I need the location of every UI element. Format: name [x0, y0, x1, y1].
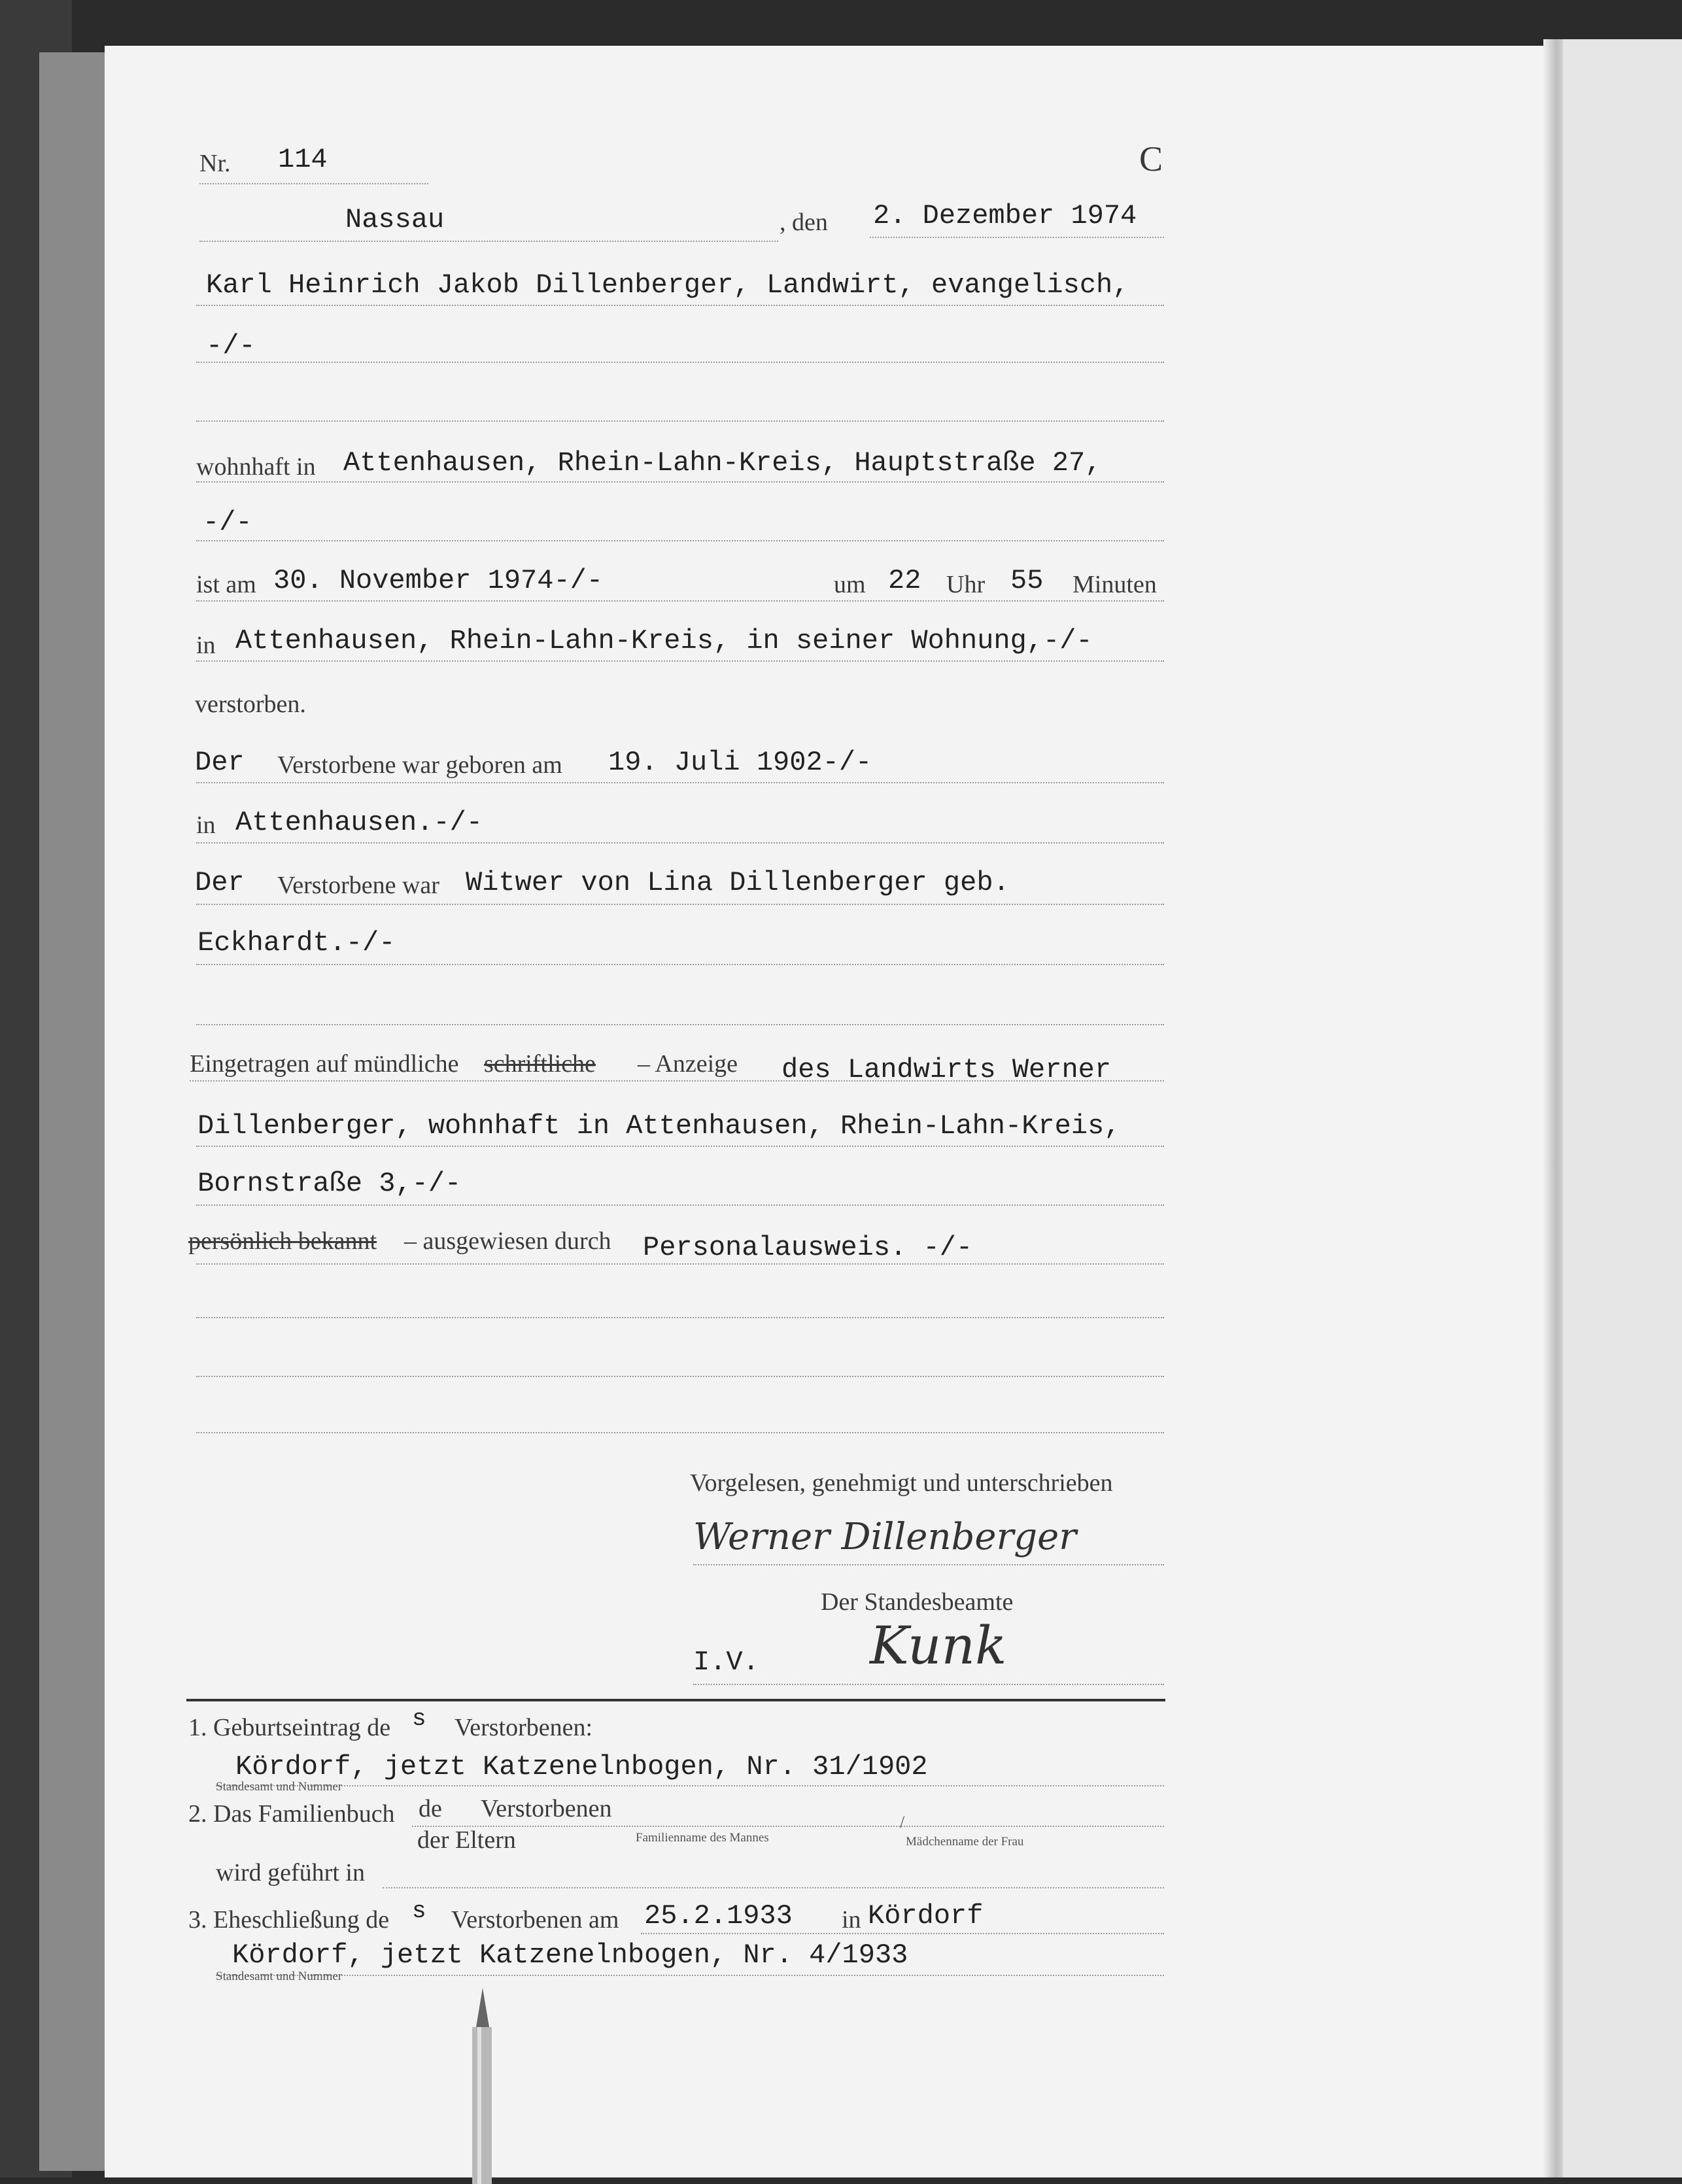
informant-line-3: Bornstraße 3,-/-: [197, 1168, 462, 1199]
id-label: – ausgewiesen durch: [404, 1227, 611, 1255]
facing-page: [1563, 39, 1682, 2177]
rule: [196, 420, 1164, 422]
informant-line-2: Dillenberger, wohnhaft in Attenhausen, Rhein-Lahn-Kreis,: [197, 1110, 1121, 1142]
den-label: , den: [780, 209, 828, 236]
registration-date: 2. Dezember 1974: [873, 200, 1137, 231]
rule: [196, 782, 1164, 783]
rule: [199, 241, 778, 242]
birth-label: Verstorbene war geboren am: [277, 751, 562, 779]
marriage-registry: Kördorf, jetzt Katzenelnbogen, Nr. 4/1933: [232, 1939, 908, 1971]
marital-label: Verstorbene war: [277, 872, 439, 899]
rule: [196, 660, 1164, 662]
entry-number: 114: [278, 144, 328, 175]
birth-place: Attenhausen.-/-: [235, 807, 483, 838]
rule: [199, 183, 428, 184]
death-date: 30. November 1974-/-: [273, 565, 604, 596]
rule: [693, 1564, 1164, 1565]
der-prefix: Der: [195, 747, 245, 778]
report-label-struck: schriftliche: [484, 1050, 596, 1078]
rule: [216, 1785, 1164, 1786]
marriage-place: Kördorf: [868, 1900, 984, 1932]
rule: [196, 305, 1164, 306]
death-minute: 55: [1010, 565, 1044, 596]
rule: [190, 1080, 1164, 1082]
deceased-name-line-2: -/-: [206, 330, 256, 362]
standesamt-label: Standesamt und Nummer: [216, 1780, 343, 1794]
note3-label: 3. Eheschließung de: [188, 1906, 390, 1934]
minuten-label: Minuten: [1073, 571, 1157, 598]
marital-status-2: Eckhardt.-/-: [197, 927, 396, 959]
uhr-label: Uhr: [946, 571, 986, 598]
rule: [196, 1317, 1164, 1318]
note1-label2: Verstorbenen:: [455, 1714, 593, 1741]
death-hour: 22: [888, 565, 921, 596]
rule: [196, 600, 1164, 602]
rule: [693, 1684, 1164, 1685]
informant-signature: Werner Dillenberger: [693, 1516, 1077, 1558]
rule: [196, 1432, 1164, 1433]
rule: [196, 1263, 1164, 1265]
birth-registry: Kördorf, jetzt Katzenelnbogen, Nr. 31/1902: [235, 1751, 928, 1783]
report-label-anzeige: – Anzeige: [638, 1050, 738, 1078]
rule: [196, 1376, 1164, 1377]
rule: [383, 1887, 1164, 1888]
marital-status: Witwer von Lina Dillenberger geb.: [466, 867, 1010, 898]
registrar-signature: Kunk: [870, 1615, 1007, 1676]
wird-label: wird geführt in: [216, 1859, 365, 1886]
standesamt-label-2: Standesamt und Nummer: [216, 1970, 343, 1983]
death-place: Attenhausen, Rhein-Lahn-Kreis, in seiner Wohnung,-/-: [235, 625, 1093, 657]
birth-date: 19. Juli 1902-/-: [608, 747, 872, 778]
rule: [196, 1024, 1164, 1025]
id-document: Personalausweis. -/-: [643, 1232, 973, 1263]
um-label: um: [834, 571, 866, 598]
registry-place: Nassau: [345, 204, 445, 235]
note2-label: 2. Das Familienbuch: [188, 1800, 395, 1828]
note3-in: in: [842, 1906, 861, 1934]
der-prefix-2: Der: [195, 867, 245, 898]
death-place-label: in: [196, 632, 216, 659]
known-label-struck: persönlich bekannt: [188, 1227, 377, 1255]
marriage-date: 25.2.1933: [644, 1900, 793, 1932]
familienname-label: Familienname des Mannes: [636, 1831, 769, 1845]
note3-s: s: [412, 1898, 426, 1924]
rule: [196, 481, 1164, 483]
rule: [641, 1933, 1164, 1934]
maedchenname-label: Mädchenname der Frau: [906, 1835, 1024, 1849]
residence-value-2: -/-: [203, 507, 252, 538]
rule: [870, 237, 1164, 238]
birth-place-label: in: [196, 811, 216, 839]
nr-label: Nr.: [199, 150, 231, 177]
rule: [196, 362, 1164, 363]
name-separator: /: [900, 1813, 905, 1832]
deceased-name-line: Karl Heinrich Jakob Dillenberger, Landwirt, evangelisch,: [206, 269, 1129, 301]
rule: [196, 1204, 1164, 1206]
pen-image: [458, 1988, 504, 2184]
rule: [196, 904, 1164, 905]
informant-line-1: des Landwirts Werner: [781, 1054, 1112, 1085]
register-letter: C: [1139, 139, 1163, 179]
registrar-label: Der Standesbeamte: [821, 1588, 1014, 1616]
rule: [196, 842, 1164, 844]
note3-label2: Verstorbenen am: [451, 1906, 619, 1934]
residence-label: wohnhaft in: [196, 453, 316, 481]
note2-verst: Verstorbenen: [481, 1795, 612, 1822]
note2-de: de: [419, 1795, 442, 1822]
approval-text: Vorgelesen, genehmigt und unterschrieben: [690, 1469, 1113, 1497]
rule: [196, 540, 1164, 541]
residence-value: Attenhausen, Rhein-Lahn-Kreis, Hauptstraße 27,: [343, 447, 1102, 479]
iv-label: I.V.: [693, 1647, 759, 1678]
report-label: Eingetragen auf mündliche: [190, 1050, 459, 1078]
rule: [412, 1826, 1164, 1827]
note1-label: 1. Geburtseintrag de: [188, 1714, 391, 1741]
rule: [196, 1146, 1164, 1147]
verstorben-label: verstorben.: [195, 691, 306, 718]
section-divider: [186, 1699, 1165, 1701]
rule: [196, 964, 1164, 965]
rule: [216, 1975, 1164, 1976]
note2-eltern: der Eltern: [417, 1826, 516, 1854]
death-date-label: ist am: [196, 571, 256, 598]
note1-s: s: [412, 1705, 426, 1732]
